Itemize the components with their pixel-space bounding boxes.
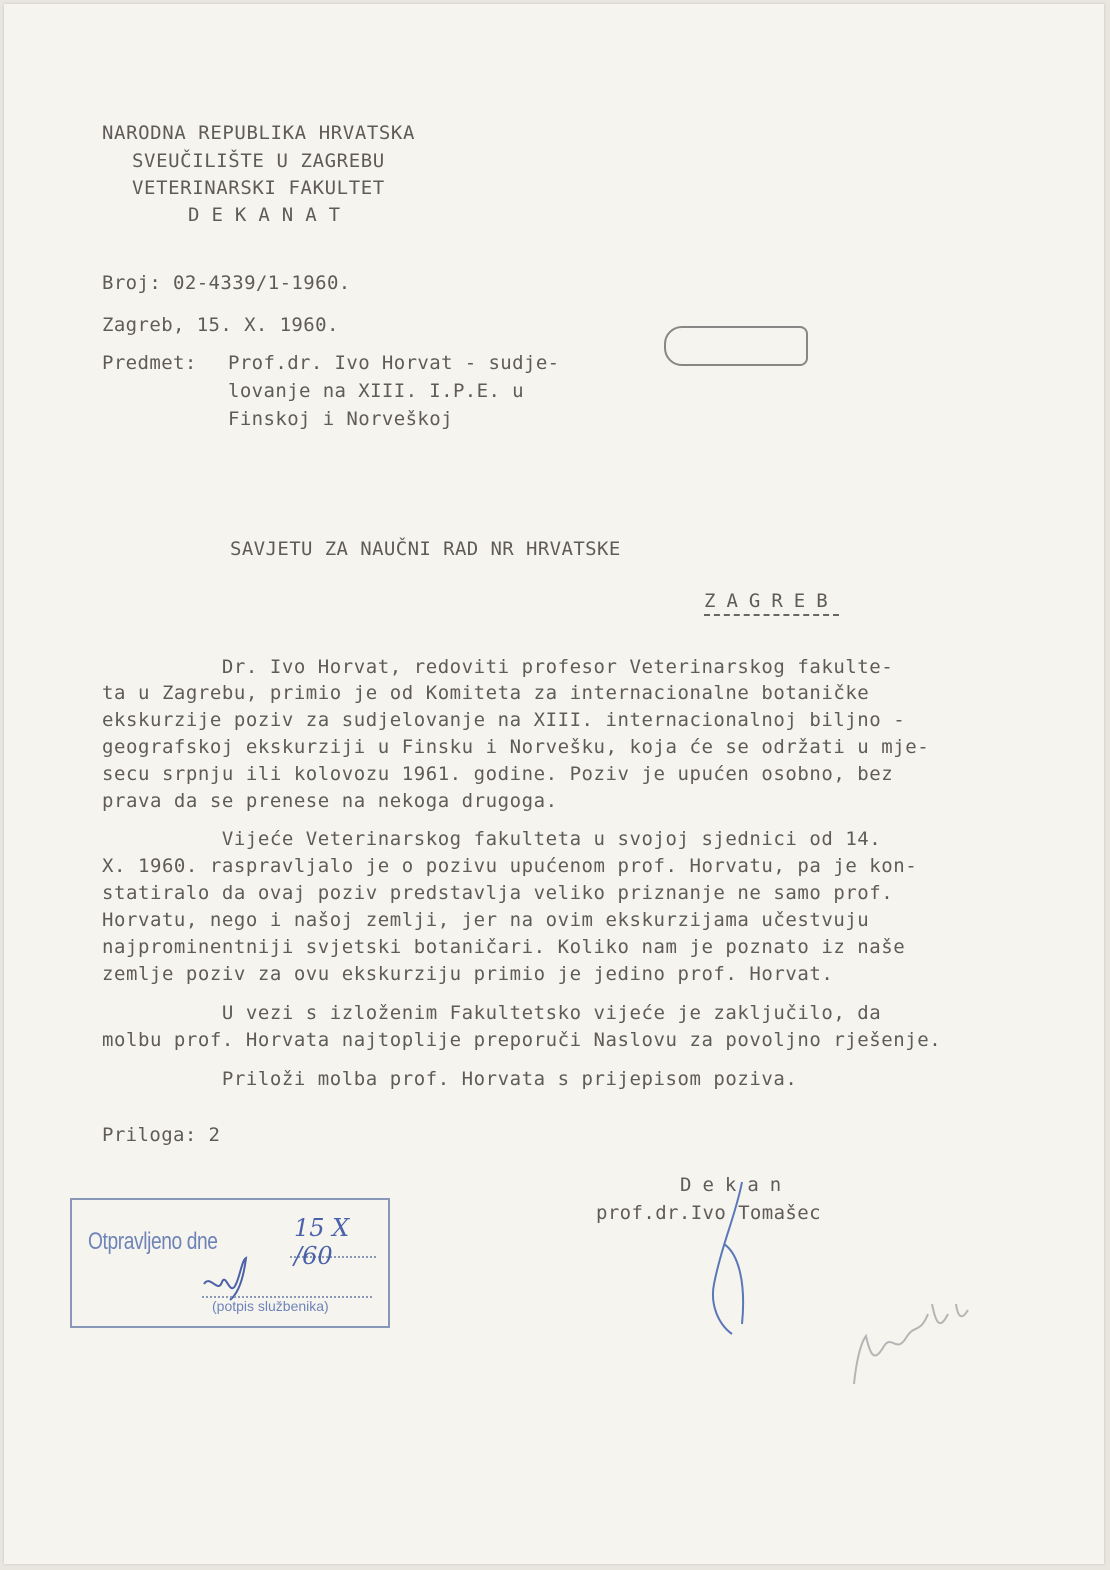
subject-line-3: Finskoj i Norveškoj [228,408,453,430]
body-line-4: geografskoj ekskurziji u Finsku i Norvešku, koja će se održati u mje- [102,736,930,758]
body-line-15: Priloži molba prof. Horvata s prijepisom poziva. [102,1068,798,1090]
addressee-city [704,590,839,612]
body-line-5: secu srpnju ili kolovozu 1961. godine. Poziv je upućen osobno, bez [102,763,894,785]
enclosures-count: Priloga: 2 [102,1124,221,1146]
pencil-annotation-scribble [844,1284,994,1394]
dean-signature-scribble [684,1174,774,1344]
letter-date: Zagreb, 15. X. 1960. [102,314,339,336]
body-line-14: molbu prof. Horvata najtoplije preporuči Naslovu za povoljno rješenje. [102,1029,942,1051]
stamp-signature-label: (potpis službenika) [212,1298,329,1314]
body-line-1: Dr. Ivo Horvat, redoviti profesor Veterinarskog fakulte- [102,656,894,678]
body-line-13: U vezi s izloženim Fakultetsko vijeće je zaključilo, da [102,1002,882,1024]
body-line-9: statiralo da ovaj poziv predstavlja veliko priznanje ne samo prof. [102,882,894,904]
signature-name: prof.dr.Ivo Tomašec [596,1202,821,1224]
body-line-7: Vijeće Veterinarskog fakulteta u svojoj sjednici od 14. [102,828,882,850]
addressee-name: SAVJETU ZA NAUČNI RAD NR HRVATSKE [230,538,621,560]
letter-page [4,4,1104,1564]
reference-number: Broj: 02-4339/1-1960. [102,272,351,294]
paper-clip-mark [664,326,808,366]
body-line-11: najprominentniji svjetski botaničari. Koliko nam je poznato iz naše [102,936,906,958]
stamp-dispatched-label: Otpravljeno dne [88,1228,218,1255]
body-line-12: zemlje poziv za ovu ekskurziju primio je jedino prof. Horvat. [102,963,834,985]
stamp-handwritten-date: 15 X /60 [294,1214,350,1270]
subject-line-2: lovanje na XIII. I.P.E. u [228,380,524,402]
signature-title: Dekan [680,1174,793,1196]
body-line-10: Horvatu, nego i našoj zemlji, jer na ovim ekskurzijama učestvuju [102,909,870,931]
letterhead-university: SVEUČILIŠTE U ZAGREBU [132,150,385,172]
body-line-6: prava da se prenese na nekoga drugoga. [102,790,558,812]
subject-line-1: Prof.dr. Ivo Horvat - sudje- [228,352,560,374]
addressee-city-text: ZAGREB [704,590,839,616]
letterhead-faculty: VETERINARSKI FAKULTET [132,177,385,199]
body-line-8: X. 1960. raspravljalo je o pozivu upućenom prof. Horvatu, pa je kon- [102,855,918,877]
body-line-2: ta u Zagrebu, primio je od Komiteta za internacionalne botaničke [102,682,870,704]
letterhead-dekanat: DEKANAT [188,204,353,226]
letterhead-republic: NARODNA REPUBLIKA HRVATSKA [102,122,416,144]
body-line-3: ekskurzije poziv za sudjelovanje na XIII. internacionalnoj biljno - [102,709,906,731]
dispatch-stamp [70,1198,390,1328]
subject-label: Predmet: [102,352,197,374]
